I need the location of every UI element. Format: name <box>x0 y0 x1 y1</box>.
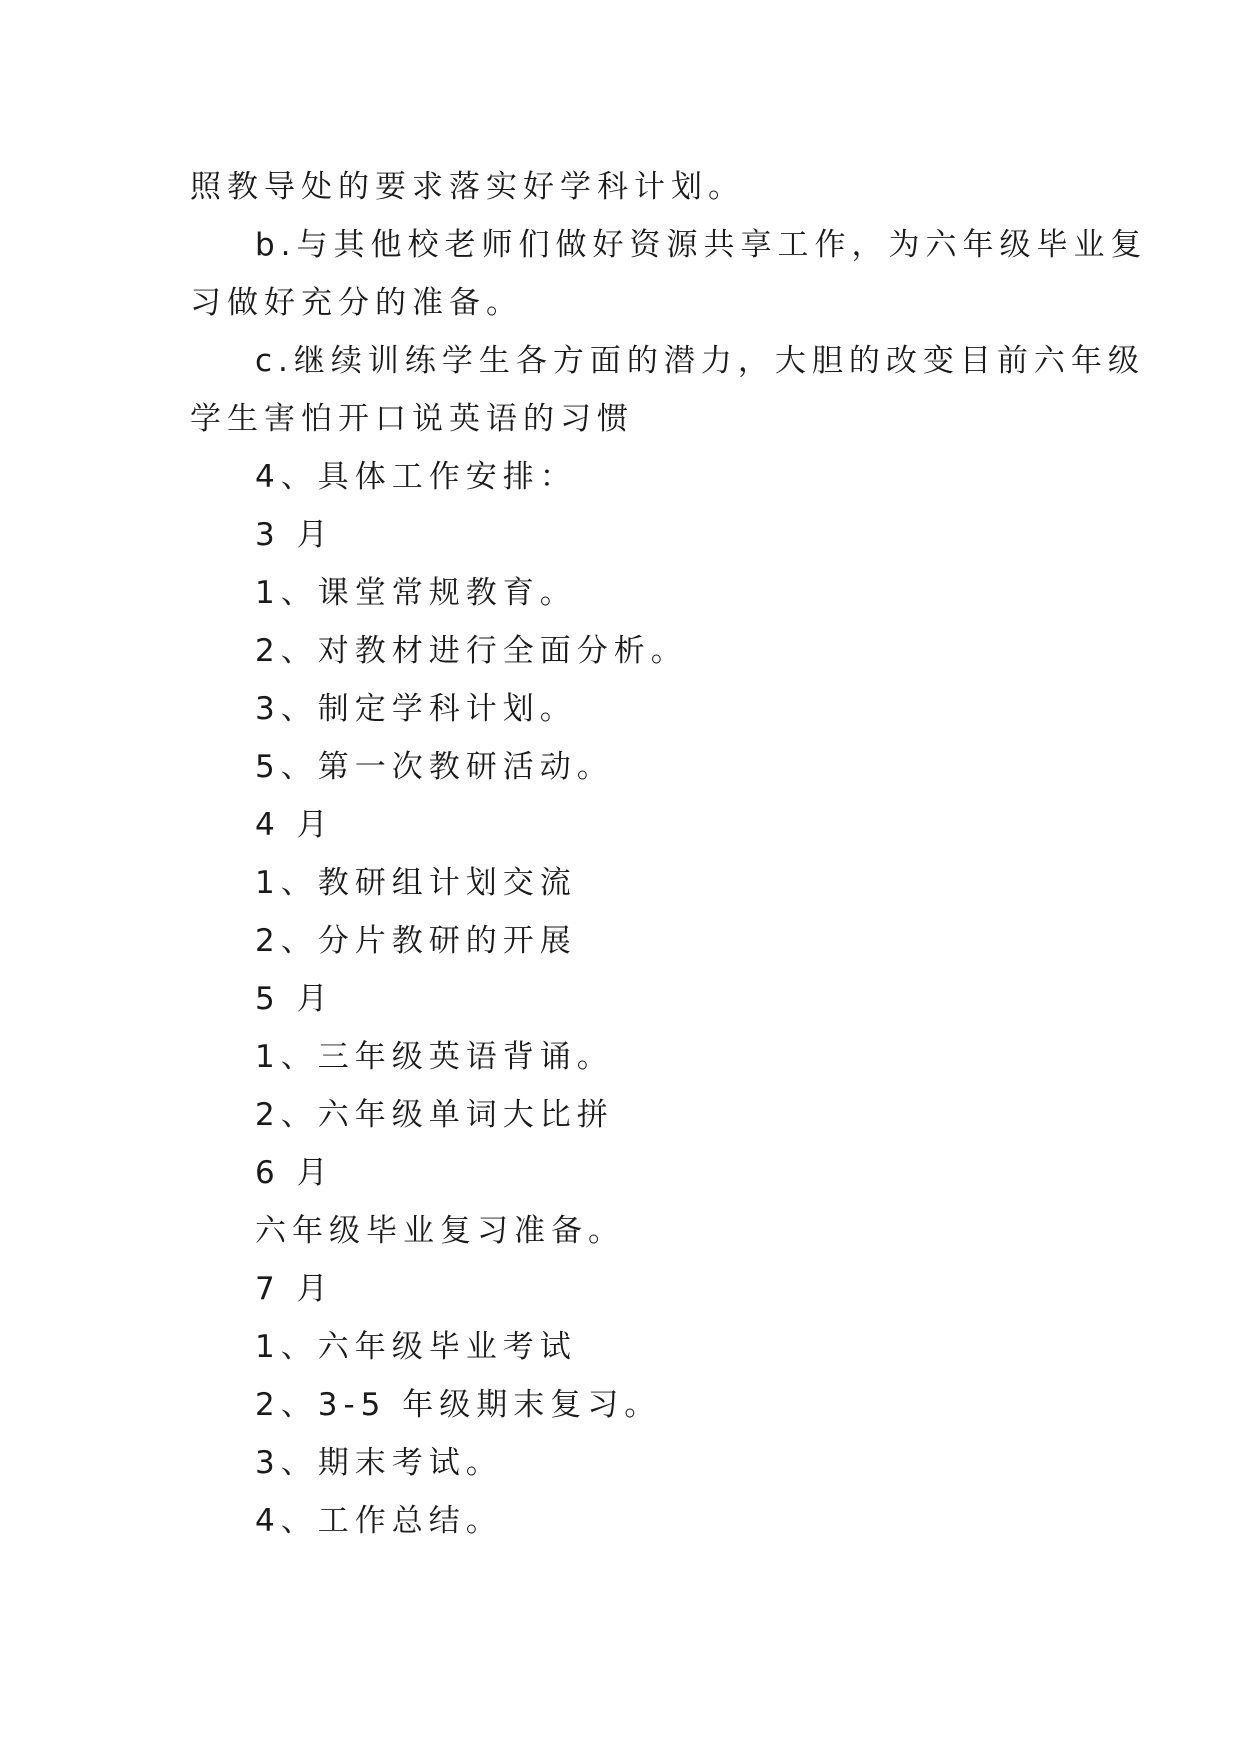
list-item: 2、3-5 年级期末复习。 <box>255 1387 662 1423</box>
list-item: 1、六年级毕业考试 <box>255 1329 577 1365</box>
document-body <box>190 158 1148 1550</box>
list-item: 六年级毕业复习准备。 <box>255 1213 625 1249</box>
section-heading: 4、具体工作安排： <box>255 459 577 495</box>
list-item: 1、课堂常规教育。 <box>255 575 577 611</box>
list-item: 5、第一次教研活动。 <box>255 749 614 785</box>
list-item: 1、三年级英语背诵。 <box>255 1039 614 1075</box>
text-line: b.与其他校老师们做好资源共享工作，为六年级毕业复 <box>255 227 1148 263</box>
month-heading: 7 月 <box>255 1271 334 1307</box>
text-line: c.继续训练学生各方面的潜力，大胆的改变目前六年级 <box>255 343 1145 379</box>
list-item: 2、对教材进行全面分析。 <box>255 633 688 669</box>
list-item: 3、期末考试。 <box>255 1445 503 1481</box>
list-item: 1、教研组计划交流 <box>255 865 577 901</box>
list-item: 4、工作总结。 <box>255 1503 503 1539</box>
text-line: 照教导处的要求落实好学科计划。 <box>190 169 745 205</box>
month-heading: 4 月 <box>255 807 334 843</box>
text-line: 习做好充分的准备。 <box>190 285 523 321</box>
month-heading: 5 月 <box>255 981 334 1017</box>
list-item: 3、制定学科计划。 <box>255 691 577 727</box>
text-line: 学生害怕开口说英语的习惯 <box>190 401 634 437</box>
list-item: 2、六年级单词大比拼 <box>255 1097 614 1133</box>
list-item: 2、分片教研的开展 <box>255 923 577 959</box>
month-heading: 6 月 <box>255 1155 334 1191</box>
month-heading: 3 月 <box>255 517 334 553</box>
